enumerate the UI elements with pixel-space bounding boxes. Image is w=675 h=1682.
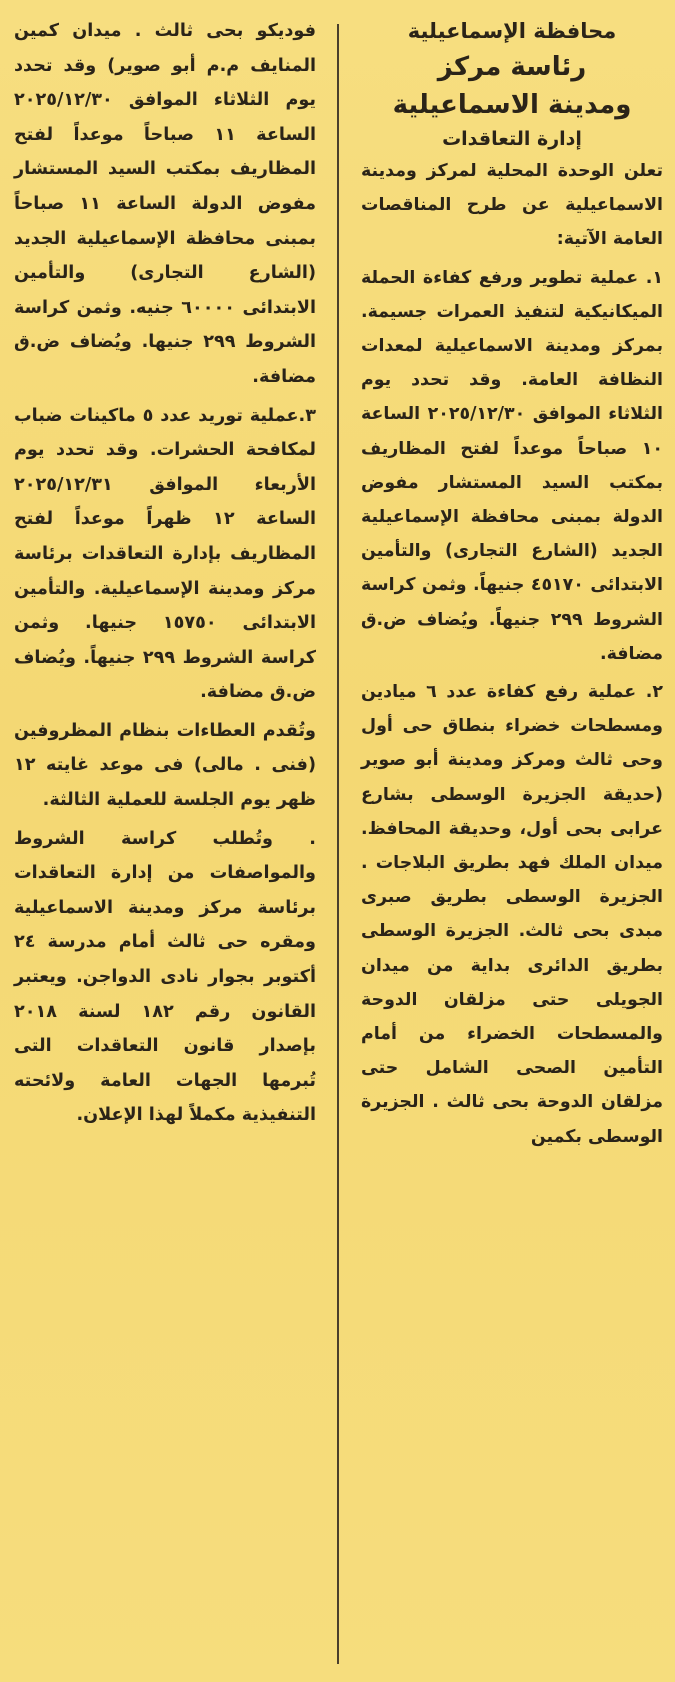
documents-note: . وتُطلب كراسة الشروط والمواصفات من إدارة التعاقدات برئاسة مركز ومدينة الاسماعيلية ومقره حى ثالث أمام مدرسة ٢٤ أكتوبر بجوار نادى الدواجن. ويعتبر القانون رقم ١٨٢ لسنة ٢٠١٨ بإصدار قانون التعاقدات التى تُبرمها الجهات العامة ولائحته التنفيذية مكملاً لهذا الإعلان. — [14, 828, 316, 1126]
tender-item-2-continued: فوديكو بحى ثالث . ميدان كمين المنايف م.م أبو صوير) وقد تحدد يوم الثلاثاء الموافق ٢٠٢٥/١٢/٣٠ الساعة ١١ صباحاً موعداً لفتح المظاريف بمكتب السيد المستشار مفوض الدولة الساعة ١١ صباحاً بمبنى محافظة الإسماعيلية الجديد (الشارع التجارى) والتأمين الابتدائى ٦٠٠٠٠ جنيه. وثمن كراسة الشروط ٢٩٩ جنيها. ويُضاف ض.ق مضافة. — [14, 21, 317, 387]
tender-item-3: ٣.عملية توريد عدد ٥ ماكينات ضباب لمكافحة الحشرات. وقد تحدد يوم الأربعاء الموافق ٢٠٢٥/١٢/٣١ الساعة ١٢ ظهراً موعداً لفتح المظاريف بإدارة التعاقدات برئاسة مركز ومدينة الإسماعيلية. والتأمين الابتدائى ١٥٧٥٠ جنيها. وثمن كراسة الشروط ٢٩٩ جنيهاً. ويُضاف ض.ق مضافة. — [14, 405, 316, 703]
governorate-heading: محافظة الإسماعيلية — [407, 19, 617, 43]
right-column — [361, 14, 663, 1154]
announcement-intro: تعلن الوحدة المحلية لمركز ومدينة الاسماعيلية عن طرح المناقصات العامة الآتية: — [361, 161, 663, 250]
left-column — [14, 14, 316, 1133]
tender-item-1: ١. عملية تطوير ورفع كفاءة الحملة الميكانيكية لتنفيذ العمرات جسيمة. بمركز ومدينة الاسماعيلية لمعدات النظافة العامة. وقد تحدد يوم الثلاثاء الموافق ٢٠٢٥/١٢/٣٠ الساعة ١٠ صباحاً موعداً لفتح المظاريف بمكتب السيد المستشار مفوض الدولة بمبنى محافظة الإسماعيلية الجديد (الشارع التجارى) والتأمين الابتدائى ٤٥١٧٠ جنيهاً. وثمن كراسة الشروط ٢٩٩ جنيهاً. ويُضاف ض.ق مضافة. — [361, 267, 664, 664]
department-heading: إدارة التعاقدات — [442, 128, 582, 150]
tender-item-2: ٢. عملية رفع كفاءة عدد ٦ ميادين ومسطحات خضراء بنطاق حى أول وحى ثالث ومركز ومدينة أبو صوير (حديقة الجزيرة الوسطى بشارع عرابى بحى أول، وحديقة المحافظ. ميدان الملك فهد بطريق البلاجات . الجزيرة الوسطى بطريق صبرى مبدى بحى ثالث. الجزيرة الوسطى بطريق الدائرى بداية من ميدان الجويلى حتى مزلقان الدوحة والمسطحات الخضراء من أمام التأمين الصحى الشامل حتى مزلقان الدوحة بحى ثالث . الجزيرة الوسطى بكمين — [361, 682, 663, 1147]
bids-submission-note: وتُقدم العطاءات بنظام المظروفين (فنى . مالى) فى موعد غايته ١٢ ظهر يوم الجلسة للعملية الثالثة. — [14, 720, 316, 811]
column-divider — [337, 24, 339, 1664]
council-heading-line2: ومدينة الاسماعيلية — [392, 90, 632, 120]
council-heading-line1: رئاسة مركز — [437, 52, 587, 82]
